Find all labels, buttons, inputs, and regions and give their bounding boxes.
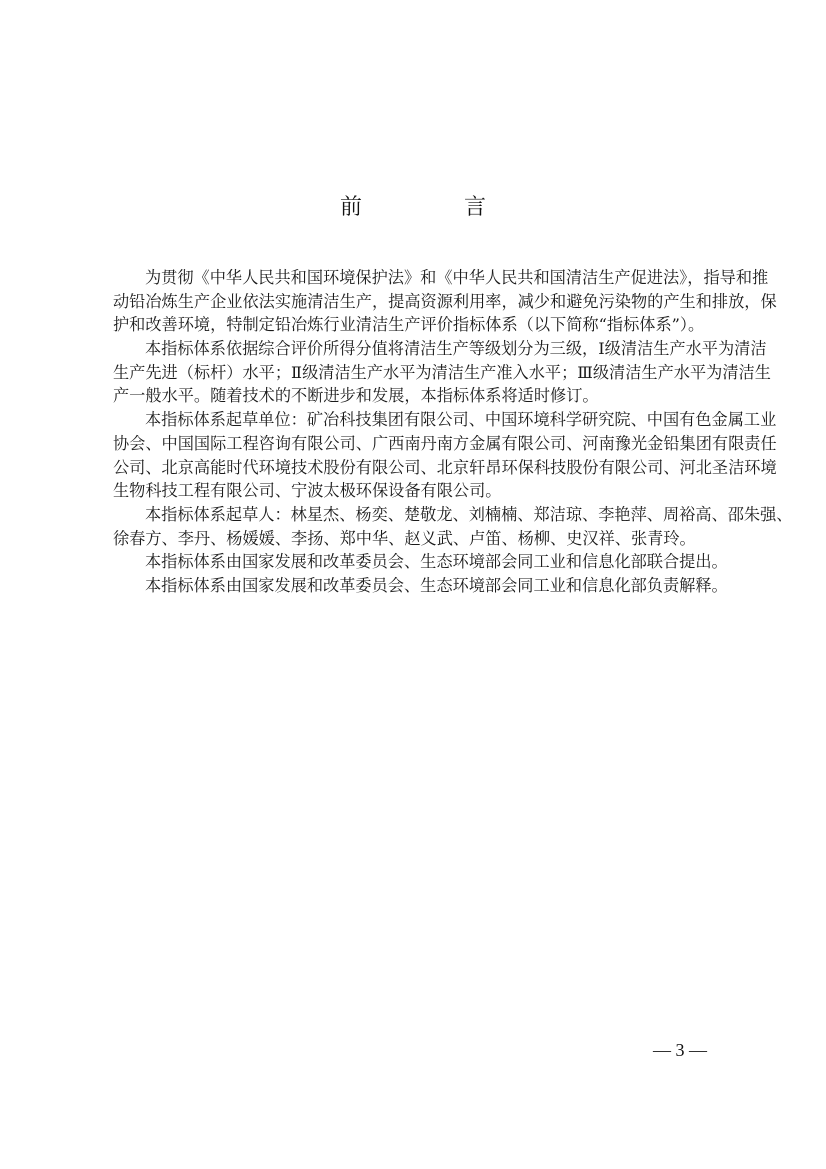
text-line: 本指标体系起草单位：矿冶科技集团有限公司、中国环境科学研究院、中国有色金属工业	[145, 410, 777, 430]
text-line: 生产先进（标杆）水平；Ⅱ级清洁生产水平为清洁生产准入水平；Ⅲ级清洁生产水平为清洁生	[113, 362, 771, 382]
text-line: 协会、中国国际工程咨询有限公司、广西南丹南方金属有限公司、河南豫光金铅集团有限责任	[113, 433, 777, 453]
text-line: 动铅冶炼生产企业依法实施清洁生产，提高资源利用率，减少和避免污染物的产生和排放，保	[113, 291, 777, 311]
document-body	[113, 266, 793, 598]
paragraph-drafting-units	[113, 408, 777, 503]
text-line: 本指标体系由国家发展和改革委员会、生态环境部会同工业和信息化部负责解释。	[145, 575, 728, 595]
text-line: 徐春方、李丹、杨媛媛、李扬、郑中华、赵义武、卢笛、杨柳、史汉祥、张青玲。	[113, 528, 696, 548]
text-line: 产一般水平。随着技术的不断进步和发展，本指标体系将适时修订。	[113, 386, 599, 406]
text-line: 为贯彻《中华人民共和国环境保护法》和《中华人民共和国清洁生产促进法》，指导和推	[145, 268, 769, 287]
paragraph-proposer	[113, 550, 728, 574]
paragraph-drafters	[113, 503, 793, 550]
text-line: 本指标体系起草人：林星杰、杨奕、楚敬龙、刘楠楠、郑洁琼、李艳萍、周裕高、邵朱强、	[145, 504, 793, 524]
text-line: 本指标体系由国家发展和改革委员会、生态环境部会同工业和信息化部联合提出。	[145, 552, 728, 572]
page-number: — 3 —	[653, 1040, 707, 1060]
text-line: 生物科技工程有限公司、宁波太极环保设备有限公司。	[113, 481, 502, 501]
paragraph-interpreter	[113, 574, 728, 598]
text-line: 公司、北京高能时代环境技术股份有限公司、北京轩昂环保科技股份有限公司、河北圣洁环境	[113, 457, 777, 477]
text-line: 护和改善环境，特制定铅冶炼行业清洁生产评价指标体系（以下简称“指标体系”）。	[113, 315, 705, 335]
paragraph-purpose	[113, 266, 777, 337]
page-title: 前 言	[339, 195, 526, 220]
text-line: 本指标体系依据综合评价所得分值将清洁生产等级划分为三级，Ⅰ级清洁生产水平为清洁	[145, 339, 767, 359]
paragraph-grading	[113, 337, 771, 408]
